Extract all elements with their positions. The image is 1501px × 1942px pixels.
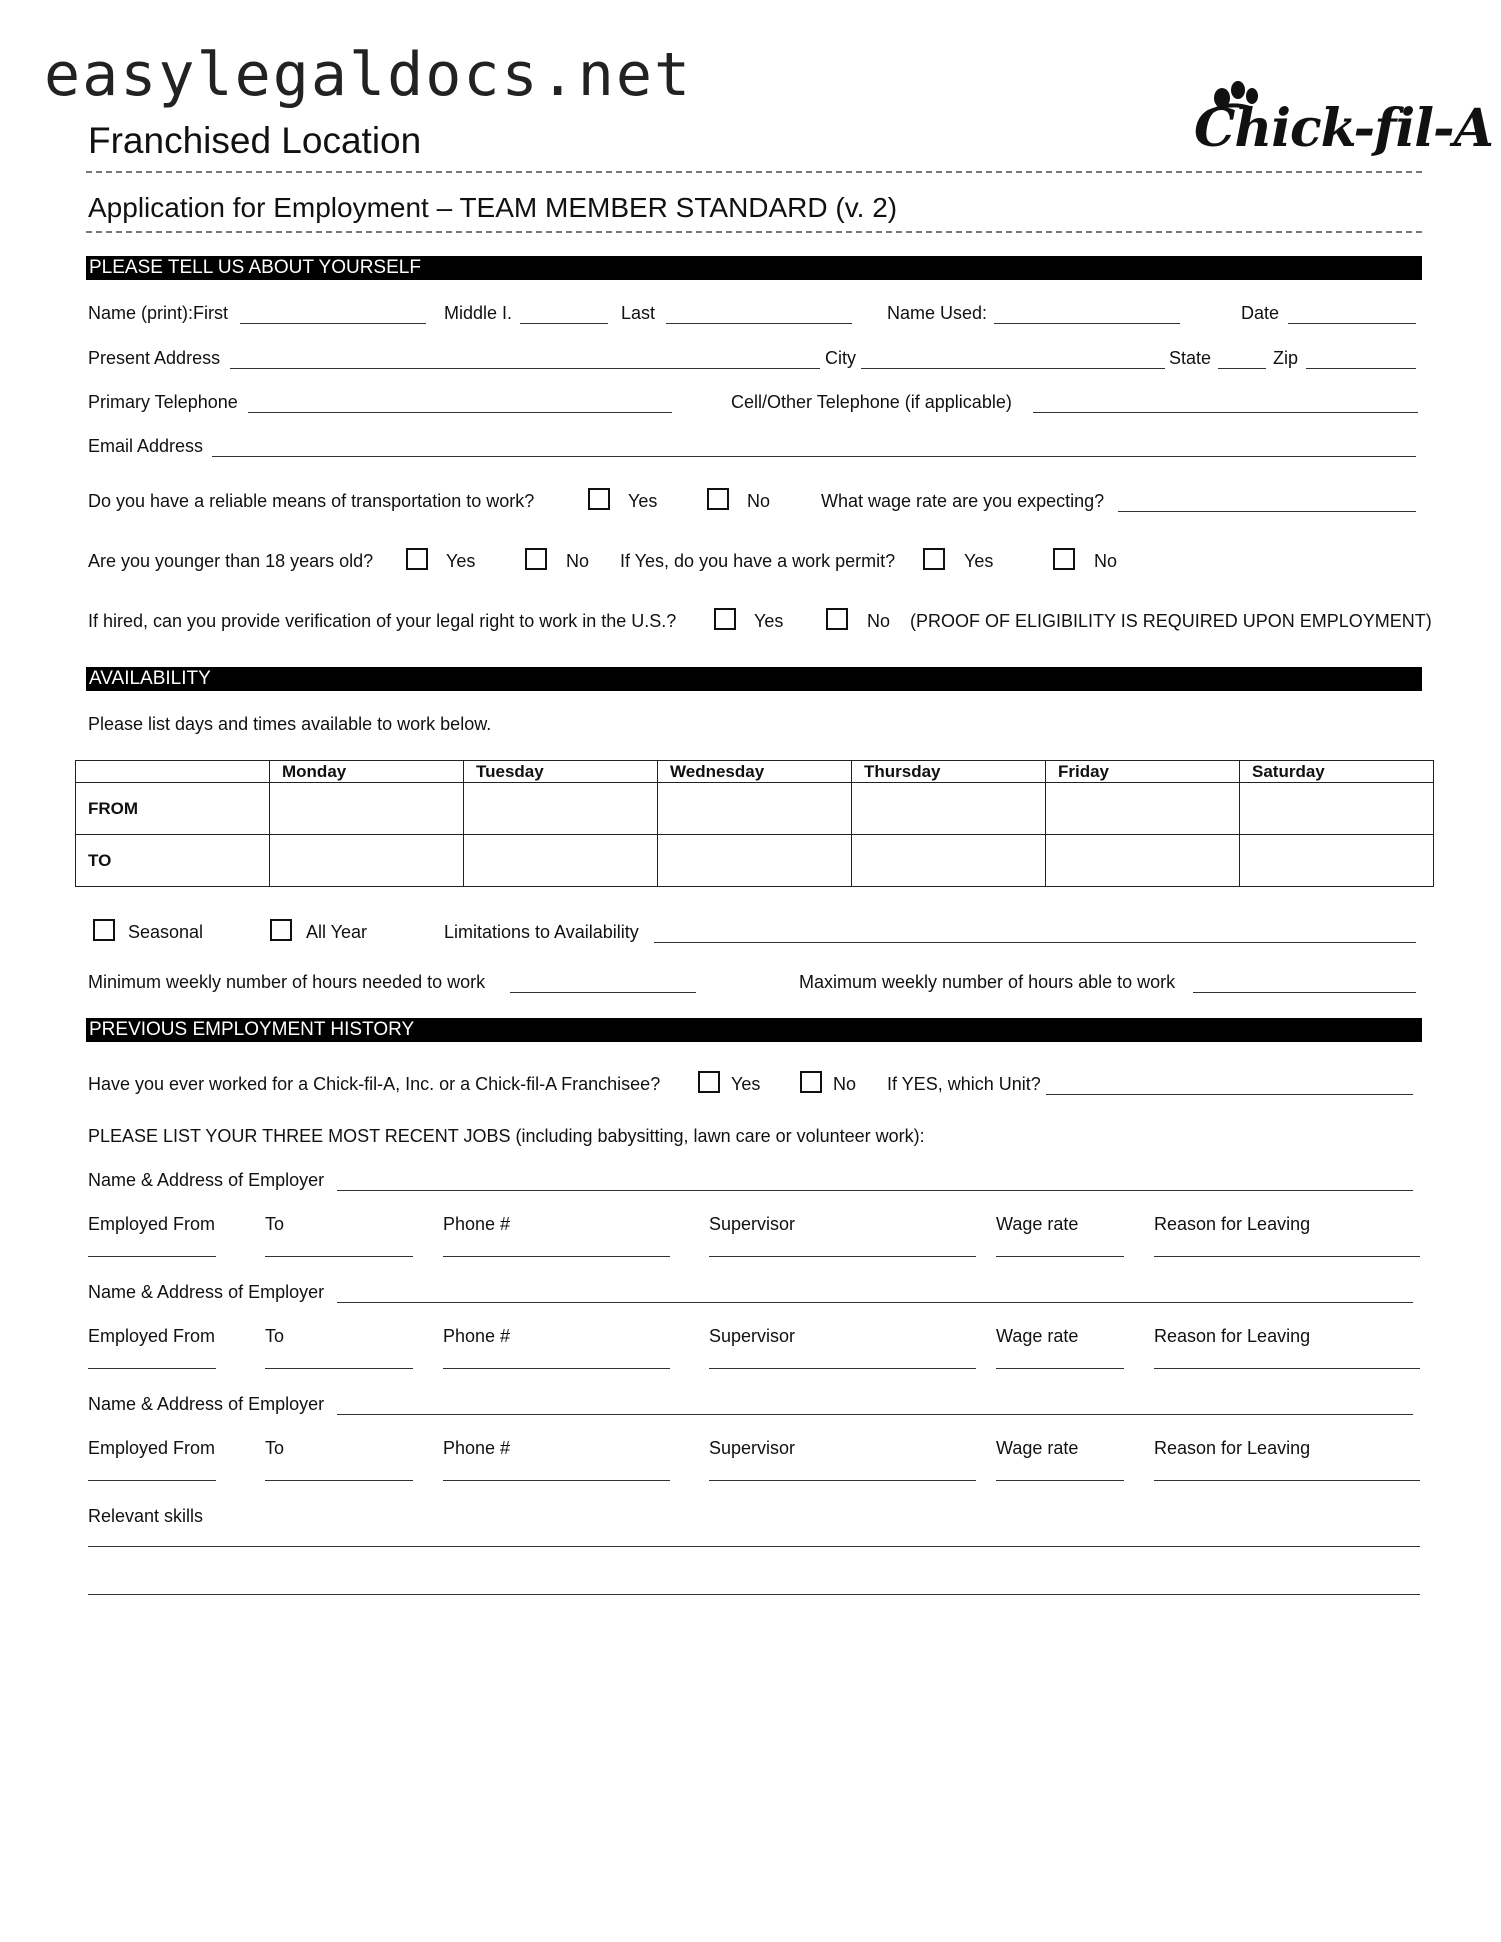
- employed-to-label: To: [265, 1326, 285, 1346]
- first-name-field[interactable]: [240, 323, 426, 324]
- supervisor-label: Supervisor: [709, 1326, 796, 1346]
- availability-cell[interactable]: [270, 835, 464, 887]
- wage-rate-field[interactable]: [996, 1368, 1124, 1369]
- employed-from-field[interactable]: [88, 1480, 216, 1481]
- availability-cell[interactable]: [852, 835, 1046, 887]
- chick-fil-a-logo: [1186, 76, 1493, 172]
- age-yes-checkbox[interactable]: [406, 548, 428, 570]
- employed-from-label: Employed From: [88, 1326, 216, 1346]
- zip-label: Zip: [1273, 348, 1299, 368]
- row-label-to: TO: [76, 835, 270, 887]
- supervisor-field[interactable]: [709, 1368, 976, 1369]
- employer-label: Name & Address of Employer: [88, 1170, 325, 1190]
- cell-phone-label: Cell/Other Telephone (if applicable): [731, 392, 1012, 412]
- employer-field[interactable]: [337, 1414, 1413, 1415]
- supervisor-label: Supervisor: [709, 1214, 796, 1234]
- wage-rate-label: Wage rate: [996, 1326, 1079, 1346]
- employed-from-label: Employed From: [88, 1214, 216, 1234]
- phone-field[interactable]: [443, 1480, 670, 1481]
- dashed-divider: [86, 231, 1422, 233]
- availability-cell[interactable]: [270, 783, 464, 835]
- transport-no-label: No: [747, 491, 771, 511]
- phone-field[interactable]: [443, 1368, 670, 1369]
- unit-field[interactable]: [1046, 1094, 1413, 1095]
- availability-cell[interactable]: [464, 783, 658, 835]
- availability-to-row: [76, 835, 1434, 887]
- transport-yes-checkbox[interactable]: [588, 488, 610, 510]
- transport-no-checkbox[interactable]: [707, 488, 729, 510]
- day-header: Monday: [270, 761, 464, 783]
- row-label-from: FROM: [76, 783, 270, 835]
- verification-yes-label: Yes: [754, 611, 784, 631]
- employed-to-field[interactable]: [265, 1480, 413, 1481]
- last-name-label: Last: [621, 303, 656, 323]
- email-field[interactable]: [212, 456, 1416, 457]
- date-field[interactable]: [1288, 323, 1416, 324]
- middle-initial-label: Middle I.: [444, 303, 513, 323]
- wage-rate-field[interactable]: [996, 1480, 1124, 1481]
- reason-field[interactable]: [1154, 1368, 1420, 1369]
- employer-field[interactable]: [337, 1190, 1413, 1191]
- first-name-label: Name (print):First: [88, 303, 229, 323]
- availability-cell[interactable]: [1240, 835, 1434, 887]
- employed-from-field[interactable]: [88, 1368, 216, 1369]
- jobs-instruction: PLEASE LIST YOUR THREE MOST RECENT JOBS (including babysitting, lawn care or volunteer work):: [88, 1126, 925, 1146]
- address-field[interactable]: [230, 368, 820, 369]
- seasonal-label: Seasonal: [128, 922, 204, 942]
- primary-phone-field[interactable]: [248, 412, 672, 413]
- supervisor-field[interactable]: [709, 1480, 976, 1481]
- employed-from-field[interactable]: [88, 1256, 216, 1257]
- availability-cell[interactable]: [1046, 835, 1240, 887]
- dashed-divider: [86, 171, 1422, 173]
- permit-no-checkbox[interactable]: [1053, 548, 1075, 570]
- unit-label: If YES, which Unit?: [887, 1074, 1041, 1094]
- seasonal-checkbox[interactable]: [93, 919, 115, 941]
- availability-cell[interactable]: [464, 835, 658, 887]
- max-hours-field[interactable]: [1193, 992, 1416, 993]
- age-yes-label: Yes: [446, 551, 476, 571]
- day-header: Thursday: [852, 761, 1046, 783]
- employer-label: Name & Address of Employer: [88, 1282, 325, 1302]
- day-header: Saturday: [1240, 761, 1434, 783]
- permit-no-label: No: [1094, 551, 1118, 571]
- section-header-history: PREVIOUS EMPLOYMENT HISTORY: [86, 1018, 1422, 1042]
- supervisor-field[interactable]: [709, 1256, 976, 1257]
- availability-cell[interactable]: [658, 835, 852, 887]
- state-field[interactable]: [1218, 368, 1266, 369]
- city-label: City: [825, 348, 856, 368]
- employed-from-label: Employed From: [88, 1438, 216, 1458]
- availability-cell[interactable]: [1240, 783, 1434, 835]
- primary-phone-label: Primary Telephone: [88, 392, 238, 412]
- watermark: easylegaldocs.net: [44, 40, 693, 110]
- employed-to-label: To: [265, 1214, 285, 1234]
- logo-wordmark: Chick-fil-A: [1194, 98, 1493, 159]
- wage-rate-label: Wage rate: [996, 1438, 1079, 1458]
- phone-label: Phone #: [443, 1326, 511, 1346]
- email-label: Email Address: [88, 436, 204, 456]
- availability-table: [75, 760, 1434, 887]
- availability-cell[interactable]: [852, 783, 1046, 835]
- availability-cell[interactable]: [658, 783, 852, 835]
- verification-no-label: No: [867, 611, 891, 631]
- min-hours-label: Minimum weekly number of hours needed to work: [88, 972, 486, 992]
- prior-cfa-no-checkbox[interactable]: [800, 1071, 822, 1093]
- state-label: State: [1169, 348, 1212, 368]
- employer-label: Name & Address of Employer: [88, 1394, 325, 1414]
- permit-yes-label: Yes: [964, 551, 994, 571]
- section-header-availability: AVAILABILITY: [86, 667, 1422, 691]
- transport-question: Do you have a reliable means of transportation to work?: [88, 491, 535, 511]
- wage-rate-field[interactable]: [996, 1256, 1124, 1257]
- availability-corner-cell: [76, 761, 270, 783]
- employed-to-field[interactable]: [265, 1256, 413, 1257]
- age-no-label: No: [566, 551, 590, 571]
- date-label: Date: [1241, 303, 1280, 323]
- wage-rate-label: Wage rate: [996, 1214, 1079, 1234]
- all-year-label: All Year: [306, 922, 368, 942]
- availability-instruction: Please list days and times available to work below.: [88, 714, 492, 734]
- age-question: Are you younger than 18 years old?: [88, 551, 374, 571]
- limitations-label: Limitations to Availability: [444, 922, 639, 942]
- employer-field[interactable]: [337, 1302, 1413, 1303]
- zip-field[interactable]: [1306, 368, 1416, 369]
- age-no-checkbox[interactable]: [525, 548, 547, 570]
- reason-field[interactable]: [1154, 1256, 1420, 1257]
- all-year-checkbox[interactable]: [270, 919, 292, 941]
- prior-cfa-question: Have you ever worked for a Chick-fil-A, Inc. or a Chick-fil-A Franchisee?: [88, 1074, 661, 1094]
- employed-to-field[interactable]: [265, 1368, 413, 1369]
- job-1-details-row: [88, 1214, 1418, 1262]
- verification-question: If hired, can you provide verification of your legal right to work in the U.S.?: [88, 611, 677, 631]
- address-label: Present Address: [88, 348, 221, 368]
- section-header-about: PLEASE TELL US ABOUT YOURSELF: [86, 256, 1422, 280]
- skills-label: Relevant skills: [88, 1506, 204, 1526]
- max-hours-label: Maximum weekly number of hours able to work: [799, 972, 1176, 992]
- skills-row: [88, 1506, 1418, 1596]
- day-header: Wednesday: [658, 761, 852, 783]
- job-2-details-row: [88, 1326, 1418, 1374]
- prior-cfa-yes-label: Yes: [731, 1074, 761, 1094]
- middle-initial-field[interactable]: [520, 323, 608, 324]
- skills-field-line-2[interactable]: [88, 1594, 1420, 1595]
- availability-header-row: [76, 761, 1434, 783]
- permit-yes-checkbox[interactable]: [923, 548, 945, 570]
- name-used-label: Name Used:: [887, 303, 988, 323]
- city-field[interactable]: [861, 368, 1165, 369]
- job-3-details-row: [88, 1438, 1418, 1486]
- reason-label: Reason for Leaving: [1154, 1214, 1311, 1234]
- phone-label: Phone #: [443, 1438, 511, 1458]
- availability-from-row: [76, 783, 1434, 835]
- phone-label: Phone #: [443, 1214, 511, 1234]
- verification-yes-checkbox[interactable]: [714, 608, 736, 630]
- min-hours-field[interactable]: [510, 992, 696, 993]
- wage-expected-field[interactable]: [1118, 511, 1416, 512]
- availability-cell[interactable]: [1046, 783, 1240, 835]
- limitations-field[interactable]: [654, 942, 1416, 943]
- proof-eligibility-note: (PROOF OF ELIGIBILITY IS REQUIRED UPON EMPLOYMENT): [910, 611, 1432, 631]
- last-name-field[interactable]: [666, 323, 852, 324]
- day-header: Tuesday: [464, 761, 658, 783]
- reason-label: Reason for Leaving: [1154, 1438, 1311, 1458]
- reason-label: Reason for Leaving: [1154, 1326, 1311, 1346]
- prior-cfa-yes-checkbox[interactable]: [698, 1071, 720, 1093]
- skills-field-line-1[interactable]: [88, 1546, 1420, 1547]
- form-title: Application for Employment – TEAM MEMBER STANDARD (v. 2): [88, 192, 898, 223]
- phone-field[interactable]: [443, 1256, 670, 1257]
- wage-question: What wage rate are you expecting?: [821, 491, 1105, 511]
- name-used-field[interactable]: [994, 323, 1180, 324]
- permit-question: If Yes, do you have a work permit?: [620, 551, 896, 571]
- employed-to-label: To: [265, 1438, 285, 1458]
- supervisor-label: Supervisor: [709, 1438, 796, 1458]
- prior-cfa-no-label: No: [833, 1074, 857, 1094]
- cell-phone-field[interactable]: [1033, 412, 1418, 413]
- reason-field[interactable]: [1154, 1480, 1420, 1481]
- verification-no-checkbox[interactable]: [826, 608, 848, 630]
- day-header: Friday: [1046, 761, 1240, 783]
- location-subtitle: Franchised Location: [88, 120, 422, 161]
- transport-yes-label: Yes: [628, 491, 658, 511]
